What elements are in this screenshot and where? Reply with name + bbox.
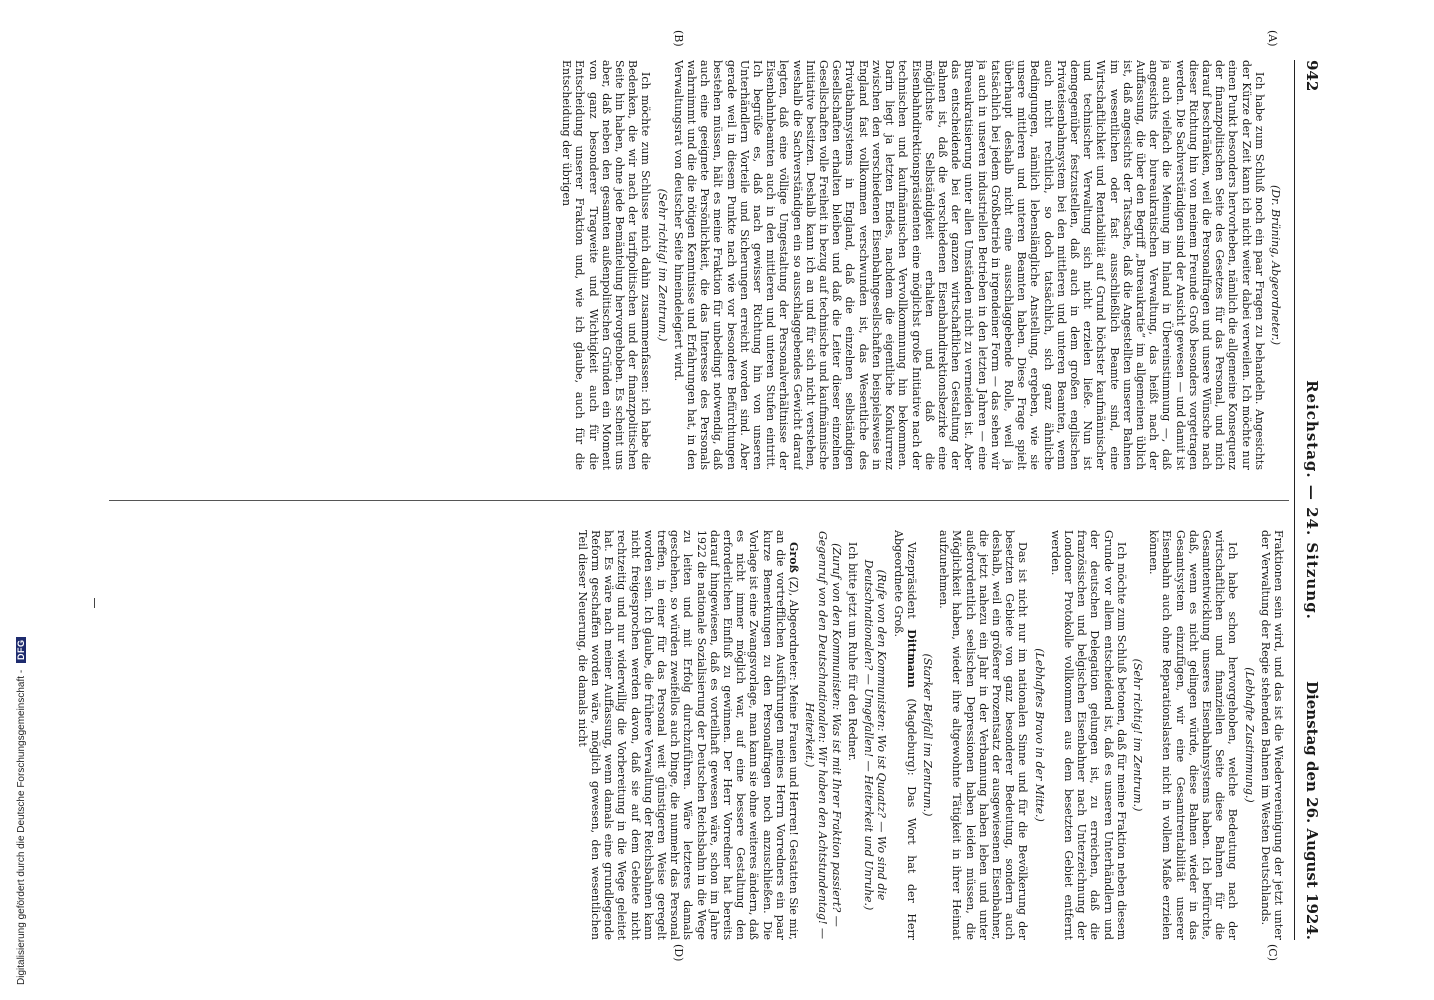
header-date: Dienstag den 26. August 1924. xyxy=(1303,681,1321,940)
page-header xyxy=(1295,60,1325,940)
page-number: 942 xyxy=(1303,60,1321,92)
speaker-text: (Z), Abgeordneter: Meine Frauen und Herren! Gestatten Sie mir, an die vortrefflichen Ausführungen meines Herrn Vorredners ein paar kurze Bemerkungen zu den Personalfragen noch anzuschließen. Die Vorlage ist eine Zwangsvorlage, man kann sie ohne weiteres ändern, daß es nicht immer möglich war, auf eine bessere Gestaltung den erforderlichen Einfluß zu gewinnen. Der Herr Vorredner hat bereits darauf hingewiesen, daß es vorteilhaft gewesen wäre, schon im Jahre 1922 die nationale Sozialisierung der Deutschen Reichsbahn in die Wege zu leiten und mit Erfolg durchzuführen. Wäre letzteres damals geschehen, so würden zweifellos auch Dinge, die nunmehr das Personal treffen, in einer für das Personal weit günstigeren Weise geregelt worden sein. Ich glaube, die frühere Verwaltung der Reichsbahnen kann nicht freigesprochen werden davon, daß sie auf dem Gebiete nicht rechtzeitig und nur widerwillig die Vorbereitung in die Wege geleitet hat. Es wäre nach meiner Auffassung, wenn damals eine grundlegende Reform geschaffen worden wäre, möglich gewesen, den wesentlichen Teil dieser Neuerung, die damals nicht xyxy=(575,530,801,940)
speaker-name: Groß xyxy=(787,542,801,573)
paragraph: Fraktionen sein wird, und das ist die Wiedervereinigung der jetzt unter der Verwaltung der Regie stehenden Bahnen im Westen Deutschlands. xyxy=(1258,530,1285,940)
paragraph: Ich möchte zum Schlusse mich dahin zusammenfassen: ich habe die Bedenken, die wir nach der tarifpolitischen und der finanzpolitischen Seite hin haben, ohne jede Bemäntelung hervorgehoben. Es scheint uns aber, daß neben den gesamten außenpolitischen Gründen ein Moment von ganz besonderer Tragweite und Wichtigkeit auch für die Entscheidung unserer Fraktion und, wie ich glaube, auch für die Entscheidung der übrigen xyxy=(560,60,653,470)
margin-marker-c: (C) xyxy=(1266,944,1279,961)
paragraph: Ich bitte jetzt um Ruhe für den Redner. xyxy=(845,542,859,762)
interjection-note: (Zuruf von den Kommunisten: Was ist mit Ihrer Fraktion passiert? — Gegenruf von den Deutschnationalen: Wir haben den Achtstundentag! — Heiterkeit.) xyxy=(803,531,843,939)
paragraph: Das ist nicht nur im nationalen Sinne und für die Bevölkerung der besetzten Gebiete von ganz besonderer Bedeutung, sondern auch deshalb, weil ein größerer Prozentsatz der ausgewiesenen Eisenbahner, die jetzt nahezu ein Jahr in der Verbannung haben leben und unter außerordentlich seelischen Depressionen haben leiden müssen, die Möglichkeit haben, wieder ihre altgewohnte Tätigkeit in ihrer Heimat aufzunehmen. xyxy=(937,530,1030,940)
margin-marker-b: (B) xyxy=(672,30,685,47)
dfg-logo: DFG xyxy=(16,637,26,664)
column-divider xyxy=(109,500,1289,501)
paragraph: Ich habe schon hervorgehoben, welche Bedeutung nach der wirtschaftlichen und finanziellen Seite diese Bahnen für die Gesamtentwicklung unseres Eisenbahnsystems haben. Ich befürchte, daß, wenn es nicht gelingen würde, diese Bahnen wieder in das Gesamtsystem einzufügen, wir eine Gesamtrentabilität unserer Eisenbahn auch ohne Reparationslasten nicht in vollem Maße erzielen können. xyxy=(1147,530,1240,940)
reaction-note: (Lebhafte Zustimmung.) xyxy=(1242,667,1256,803)
rotated-document-page xyxy=(95,30,1325,962)
header-title: Reichstag. — 24. Sitzung. xyxy=(1303,380,1321,620)
credit-text: Digitalisierung gefördert durch die Deutsche Forschungsgemeinschaft - xyxy=(16,669,27,985)
speaker-name: Dittmann xyxy=(904,629,918,688)
applause-note: (Sehr richtig! im Zentrum.) xyxy=(655,188,669,342)
paragraph: Ich habe zum Schluß noch ein paar Fragen zu behandeln. Angesichts der Kürze der Zeit kann ich nicht weiter dabei verweilen. Ich möchte nur einen Punkt besonders hervorheben, nämlich die allgemeine Konsequenz der finanzpolitischen Seite des Gesetzes für das Personal, und mich darauf beschränken, weil die Personalfragen und unsere Wünsche nach dieser Richtung hin von meinem Freunde Groß besonders vorgetragen werden. Die Sachverständigen sind der Ansicht gewesen — und damit ist ja auch vielfach die Meinung im Inland in Übereinstimmung —, daß angesichts der bureaukratischen Verwaltung, das heißt nach der Auffassung, die über den Begriff „Bureaukratie“ im allgemeinen üblich ist, daß angesichts der Tatsache, daß die Angestellten unserer Bahnen im wesentlichen oder fast ausschließlich Beamte sind, eine Wirtschaftlichkeit und Rentabilität auf Grund höchster kaufmännischer und technischer Verwaltung sich nicht erzielen ließe. Nun ist demgegenüber festzustellen, daß auch in dem großen englischen Privateisenbahnsystem bei den mittleren und unteren Beamten, wenn auch nicht rechtlich, so doch tatsächlich, sich ganz ähnliche Bedingungen, nämlich lebenslängliche Anstellung, ergeben, wie sie unsere mittleren und unteren Beamten haben. Diese Frage spielt überhaupt deshalb nicht eine ausschlaggebende Rolle, weil ja tatsächlich bei jedem Großbetrieb in irgendeiner Form — das sehen wir ja auch in unseren industriellen Betrieben in den letzten Jahren — eine Bureaukratisierung unter allen Umständen nicht zu vermeiden ist. Aber das entscheidende bei der ganzen wirtschaftlichen Gestaltung der Bahnen ist, daß die verschiedenen Eisenbahndirektionsbezirke eine möglichste Selbständigkeit erhalten und daß die Eisenbahndirektionspräsidenten eine möglichst große Initiative nach der technischen und kaufmännischen Vervollkommnung hin bekommen. Darin liegt ja letzten Endes, nachdem die eigentliche Konkurrenz zwischen den verschiedenen Eisenbahngesellschaften beispielsweise in England fast vollkommen verschwunden ist, das Wesentliche des Privatbahnsystems in England, daß die einzelnen selbständigen Gesellschaften erhalten bleiben und daß die Leiter dieser einzelnen Gesellschaften volle Freiheit in bezug auf technische und kaufmännische Initiative besitzen. Deshalb kann ich an und für sich nicht verstehen, weshalb die Sachverständigen ein so ausschlaggebendes Gewicht darauf legten, daß eine völlige Umgestaltung der Personalverhältnisse der Eisenbahnbeamten auch in den mittleren und unteren Stufen eintritt. Ich begrüße es, daß nach gewisser Richtung hin von unseren Unterhändlern Vorteile und Sicherungen erreicht worden sind. Aber gerade weil in diesem Punkte nach wie vor besondere Befürchtungen bestehen müssen, hält es meine Fraktion für unbedingt notwendig, daß auch eine geeignete Persönlichkeit, die das Interesse des Personals wahrnimmt und die die nötigen Kenntnisse und Erfahrungen hat, in den Verwaltungsrat von deutscher Seite hineindelegiert wird. xyxy=(671,60,1266,470)
reaction-note: (Sehr richtig! im Zentrum.) xyxy=(1130,658,1144,812)
speaker-paragraph xyxy=(576,530,800,940)
paragraph: Ich möchte zum Schluß betonen, daß für meine Fraktion neben diesem Grunde vor allem entscheidend ist, daß es unseren Unterhändlern und der deutschen Delegation gelungen ist, zu erreichen, daß die französischen und belgischen Eisenbahner nach Unterzeichnung der Londoner Protokolle vollkommen aus dem besetzten Gebiet entfernt werden. xyxy=(1048,530,1128,940)
digitization-credit-strip xyxy=(0,0,28,1000)
interjection-note: (Rufe von den Kommunisten: Wo ist Quaatz? — Wo sind die Deutschnationalen? — Umgefallen! — Heiterkeit und Unruhe.) xyxy=(862,559,889,911)
speaker-text: (Magdeburg): Das Wort hat der Herr Abgeordnete Groß. xyxy=(891,530,918,940)
reaction-note: (Starker Beifall im Zentrum.) xyxy=(920,653,934,817)
left-column xyxy=(110,60,1285,470)
right-column xyxy=(110,530,1285,940)
digitization-credit xyxy=(16,637,27,985)
speaker-title: Vizepräsident xyxy=(904,542,918,630)
reaction-note: (Lebhaftes Bravo in der Mitte.) xyxy=(1032,648,1046,822)
margin-marker-a: (A) xyxy=(1266,30,1279,47)
margin-marker-d: (D) xyxy=(672,944,685,962)
header-rule xyxy=(1294,60,1295,940)
speaker-reference: (Dr. Brüning, Abgeordneter.) xyxy=(1269,184,1282,346)
speaker-paragraph xyxy=(891,530,917,940)
